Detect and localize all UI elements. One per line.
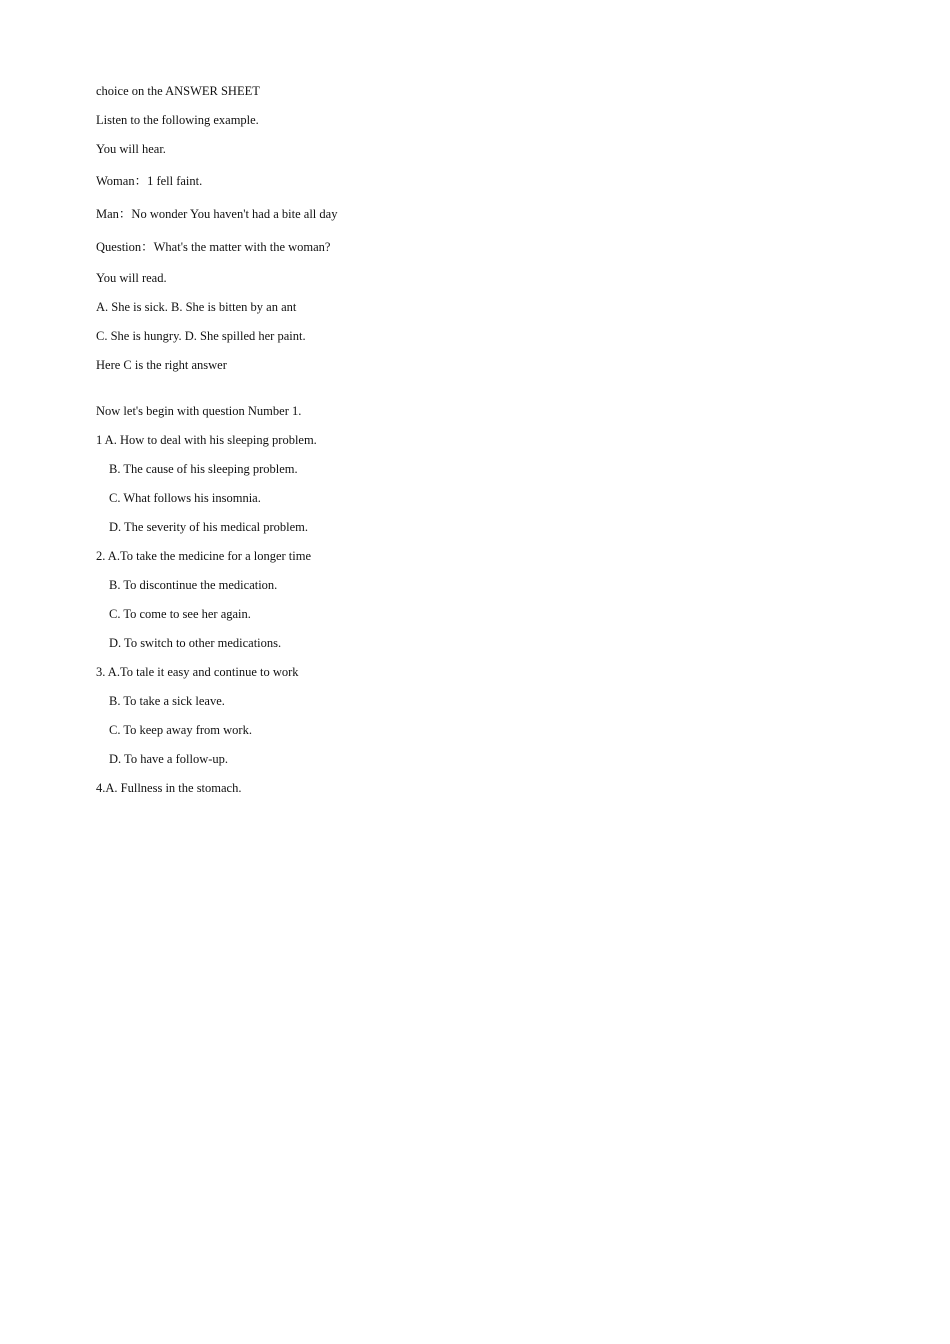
intro-you-will-hear: You will hear. [96,142,166,156]
intro-woman-line: Woman：1 fell faint. [96,174,203,188]
question-2-option-a: 2. A.To take the medicine for a longer time [96,549,312,563]
question-1-option-c: C. What follows his insomnia. [109,491,261,505]
intro-listen-example: Listen to the following example. [96,113,259,127]
question-3-option-b: B. To take a sick leave. [109,694,225,708]
question-2-option-c: C. To come to see her again. [109,607,251,621]
intro-man-line: Man：No wonder You haven't had a bite all day [96,207,338,221]
intro-you-will-read: You will read. [96,271,167,285]
question-4-option-a: 4.A. Fullness in the stomach. [96,781,242,795]
question-1-option-d: D. The severity of his medical problem. [109,520,309,534]
intro-choice-line: choice on the ANSWER SHEET [96,84,260,98]
question-3-option-c: C. To keep away from work. [109,723,252,737]
intro-question-line: Question：What's the matter with the woman? [96,240,331,254]
question-2-option-d: D. To switch to other medications. [109,636,282,650]
question-3-option-a: 3. A.To tale it easy and continue to work [96,665,299,679]
question-1-option-a: 1 A. How to deal with his sleeping problem. [96,433,317,447]
intro-right-answer: Here C is the right answer [96,358,227,372]
begin-line: Now let's begin with question Number 1. [96,404,302,418]
question-2-option-b: B. To discontinue the medication. [109,578,278,592]
question-3-option-d: D. To have a follow-up. [109,752,229,766]
question-1-option-b: B. The cause of his sleeping problem. [109,462,298,476]
intro-options-cd: C. She is hungry. D. She spilled her paint. [96,329,306,343]
intro-options-ab: A. She is sick. B. She is bitten by an ant [96,300,297,314]
